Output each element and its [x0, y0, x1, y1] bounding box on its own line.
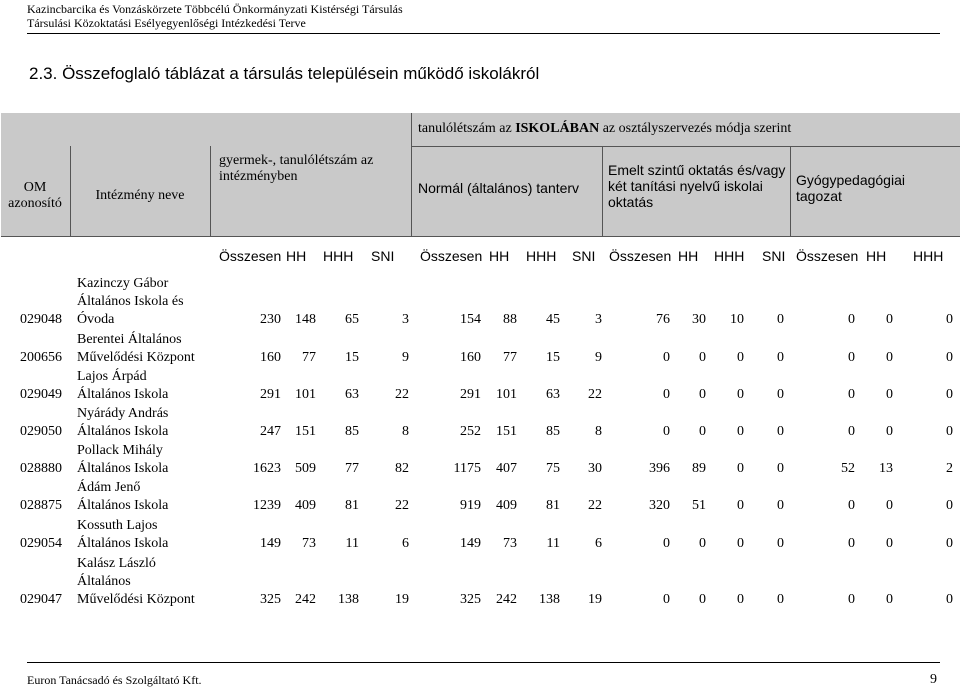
value-cell: 149 [460, 536, 481, 551]
value-cell: 0 [848, 536, 855, 551]
value-cell: 73 [302, 536, 316, 551]
institution-name-line: Általános [77, 574, 131, 589]
value-cell: 148 [295, 312, 316, 327]
grid-line [411, 113, 412, 236]
value-cell: 52 [841, 461, 855, 476]
value-cell: 2 [946, 461, 953, 476]
value-cell: 160 [260, 350, 281, 365]
value-cell: 396 [649, 461, 670, 476]
value-cell: 0 [848, 387, 855, 402]
institution-name-line: Berentei Általános [77, 332, 182, 347]
om-id-cell: 029049 [20, 387, 62, 402]
value-cell: 0 [777, 536, 784, 551]
grid-line [70, 146, 71, 236]
value-cell: 65 [345, 312, 359, 327]
om-id-cell: 029048 [20, 312, 62, 327]
grid-line [210, 146, 211, 236]
value-cell: 0 [737, 498, 744, 513]
value-cell: 22 [588, 387, 602, 402]
value-cell: 77 [302, 350, 316, 365]
value-cell: 30 [588, 461, 602, 476]
value-cell: 0 [737, 592, 744, 607]
value-cell: 82 [395, 461, 409, 476]
value-cell: 9 [402, 350, 409, 365]
value-cell: 0 [737, 536, 744, 551]
value-cell: 0 [886, 350, 893, 365]
value-cell: 0 [737, 350, 744, 365]
value-cell: 0 [946, 312, 953, 327]
value-cell: 1239 [253, 498, 281, 513]
value-cell: 8 [402, 424, 409, 439]
value-cell: 51 [692, 498, 706, 513]
value-cell: 89 [692, 461, 706, 476]
school-header: tanulólétszám az ISKOLÁBAN az osztályszervezés módja szerint [418, 121, 792, 136]
om-id-cell: 200656 [20, 350, 62, 365]
value-cell: 81 [345, 498, 359, 513]
institution-name-line: Művelődési Központ [77, 592, 195, 607]
value-cell: 0 [886, 387, 893, 402]
value-cell: 19 [588, 592, 602, 607]
value-cell: 242 [496, 592, 517, 607]
institution-name-line: Nyárády András [77, 406, 169, 421]
value-cell: 0 [699, 424, 706, 439]
value-cell: 160 [460, 350, 481, 365]
value-cell: 138 [539, 592, 560, 607]
value-cell: 0 [699, 387, 706, 402]
institution-name-line: Óvoda [77, 312, 115, 327]
value-cell: 0 [737, 461, 744, 476]
value-cell: 45 [546, 312, 560, 327]
grid-line [790, 146, 791, 236]
value-cell: 151 [295, 424, 316, 439]
subcolumn-header: SNI [572, 248, 596, 264]
header-rule [27, 33, 940, 34]
value-cell: 0 [886, 592, 893, 607]
om-id-cell: 028875 [20, 498, 62, 513]
footer-rule [27, 662, 940, 663]
value-cell: 0 [663, 424, 670, 439]
value-cell: 76 [656, 312, 670, 327]
value-cell: 75 [546, 461, 560, 476]
subcolumn-header: HHH [526, 248, 557, 264]
value-cell: 0 [777, 592, 784, 607]
value-cell: 149 [260, 536, 281, 551]
grid-line [1, 236, 960, 237]
institution-name-line: Általános Iskola [77, 424, 169, 439]
value-cell: 0 [848, 592, 855, 607]
subcolumn-header: SNI [762, 248, 786, 264]
subcolumn-header: HH [866, 248, 887, 264]
value-cell: 0 [777, 498, 784, 513]
value-cell: 8 [595, 424, 602, 439]
subcolumn-header: Összesen [420, 248, 483, 264]
subcolumn-header: HH [678, 248, 699, 264]
value-cell: 15 [546, 350, 560, 365]
institution-header: Intézmény neve [95, 188, 185, 203]
value-cell: 247 [260, 424, 281, 439]
value-cell: 509 [295, 461, 316, 476]
value-cell: 0 [777, 387, 784, 402]
institution-name-line: Kossuth Lajos [77, 518, 158, 533]
header-line-1: Kazincbarcika és Vonzáskörzete Többcélú Önkormányzati Kistérségi Társulás [27, 2, 403, 16]
value-cell: 0 [663, 387, 670, 402]
value-cell: 151 [496, 424, 517, 439]
students-header: gyermek-, tanulólétszám az intézményben [219, 153, 374, 184]
value-cell: 0 [886, 498, 893, 513]
value-cell: 22 [395, 387, 409, 402]
institution-name-line: Általános Iskola és [77, 294, 184, 309]
value-cell: 230 [260, 312, 281, 327]
value-cell: 0 [737, 387, 744, 402]
value-cell: 291 [260, 387, 281, 402]
value-cell: 320 [649, 498, 670, 513]
normal-curriculum-header: Normál (általános) tanterv [418, 180, 580, 196]
value-cell: 85 [345, 424, 359, 439]
subcolumn-header: Összesen [796, 248, 859, 264]
institution-name-line: Általános Iskola [77, 387, 169, 402]
subcolumn-header: HH [489, 248, 510, 264]
value-cell: 22 [588, 498, 602, 513]
footer-company: Euron Tanácsadó és Szolgáltató Kft. [27, 673, 202, 687]
institution-name-line: Kazinczy Gábor [77, 276, 169, 291]
value-cell: 88 [503, 312, 517, 327]
value-cell: 0 [777, 350, 784, 365]
subcolumn-header: SNI [371, 248, 395, 264]
om-id-cell: 029047 [20, 592, 62, 607]
subcolumn-header: HHH [714, 248, 745, 264]
value-cell: 77 [503, 350, 517, 365]
value-cell: 11 [546, 536, 560, 551]
value-cell: 3 [595, 312, 602, 327]
value-cell: 242 [295, 592, 316, 607]
value-cell: 0 [663, 350, 670, 365]
value-cell: 101 [295, 387, 316, 402]
subcolumn-header: HHH [323, 248, 354, 264]
value-cell: 409 [295, 498, 316, 513]
institution-name-line: Általános Iskola [77, 461, 169, 476]
value-cell: 3 [402, 312, 409, 327]
value-cell: 0 [777, 312, 784, 327]
institution-name-line: Pollack Mihály [77, 443, 163, 458]
value-cell: 0 [663, 536, 670, 551]
advanced-education-header: Emelt szintű oktatás és/vagy két tanítási nyelvű iskolai oktatás [608, 162, 786, 210]
special-education-header: Gyógypedagógiai tagozat [796, 172, 905, 204]
om-id-cell: 028880 [20, 461, 62, 476]
header-line-2: Társulási Közoktatási Esélyegyenlőségi Intézkedési Terve [27, 16, 306, 30]
value-cell: 0 [946, 387, 953, 402]
value-cell: 9 [595, 350, 602, 365]
value-cell: 85 [546, 424, 560, 439]
value-cell: 0 [777, 461, 784, 476]
subcolumn-header: Összesen [609, 248, 672, 264]
value-cell: 30 [692, 312, 706, 327]
document-header [27, 2, 403, 30]
value-cell: 154 [460, 312, 481, 327]
om-id-cell: 029054 [20, 536, 62, 551]
value-cell: 409 [496, 498, 517, 513]
value-cell: 0 [946, 592, 953, 607]
value-cell: 0 [699, 350, 706, 365]
value-cell: 325 [460, 592, 481, 607]
subcolumn-header: HHH [913, 248, 944, 264]
value-cell: 407 [496, 461, 517, 476]
value-cell: 0 [886, 536, 893, 551]
subcolumn-header: Összesen [219, 248, 282, 264]
value-cell: 22 [395, 498, 409, 513]
institution-name-line: Ádám Jenő [77, 480, 141, 495]
value-cell: 0 [848, 424, 855, 439]
institution-name-line: Általános Iskola [77, 536, 169, 551]
value-cell: 0 [946, 536, 953, 551]
value-cell: 63 [546, 387, 560, 402]
value-cell: 1175 [453, 461, 481, 476]
value-cell: 15 [345, 350, 359, 365]
value-cell: 0 [946, 350, 953, 365]
value-cell: 0 [848, 350, 855, 365]
value-cell: 291 [460, 387, 481, 402]
value-cell: 11 [345, 536, 359, 551]
value-cell: 0 [663, 592, 670, 607]
value-cell: 13 [879, 461, 893, 476]
om-header: OM azonosító [8, 180, 62, 211]
value-cell: 325 [260, 592, 281, 607]
value-cell: 6 [595, 536, 602, 551]
value-cell: 81 [546, 498, 560, 513]
grid-line [602, 146, 603, 236]
subcolumn-header: HH [286, 248, 307, 264]
value-cell: 77 [345, 461, 359, 476]
grid-line [411, 146, 960, 147]
page-title: 2.3. Összefoglaló táblázat a társulás településein működő iskolákról [29, 64, 540, 83]
value-cell: 1623 [253, 461, 281, 476]
value-cell: 252 [460, 424, 481, 439]
value-cell: 919 [460, 498, 481, 513]
value-cell: 0 [848, 498, 855, 513]
institution-name-line: Kalász László [77, 556, 156, 571]
value-cell: 10 [730, 312, 744, 327]
value-cell: 0 [699, 536, 706, 551]
page-number: 9 [930, 672, 937, 687]
value-cell: 101 [496, 387, 517, 402]
value-cell: 0 [886, 424, 893, 439]
om-id-cell: 029050 [20, 424, 62, 439]
institution-name-line: Lajos Árpád [77, 369, 147, 384]
value-cell: 0 [946, 498, 953, 513]
value-cell: 0 [848, 312, 855, 327]
value-cell: 138 [338, 592, 359, 607]
value-cell: 0 [777, 424, 784, 439]
value-cell: 0 [699, 592, 706, 607]
value-cell: 0 [737, 424, 744, 439]
value-cell: 0 [886, 312, 893, 327]
institution-name-line: Művelődési Központ [77, 350, 195, 365]
value-cell: 19 [395, 592, 409, 607]
value-cell: 0 [946, 424, 953, 439]
value-cell: 6 [402, 536, 409, 551]
value-cell: 73 [503, 536, 517, 551]
value-cell: 63 [345, 387, 359, 402]
institution-name-line: Általános Iskola [77, 498, 169, 513]
